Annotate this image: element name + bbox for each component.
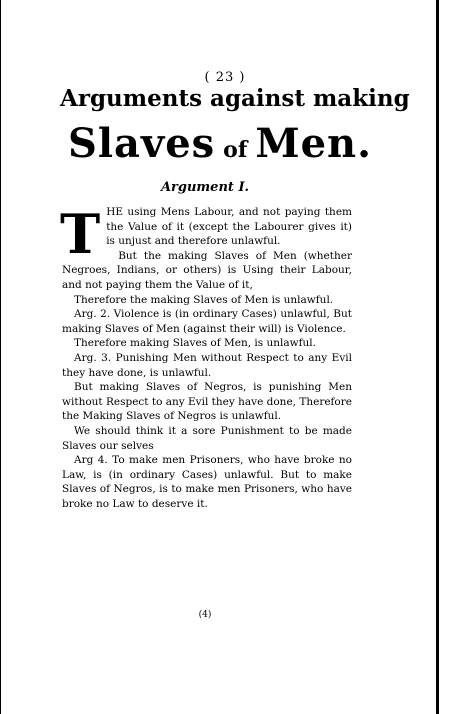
paragraph-6: Arg. 3. Punishing Men without Respect to any Evil they have done, is unlawful. xyxy=(62,351,352,379)
paragraph-8: We should think it a sore Punishment to be made Slaves our selves xyxy=(62,424,352,452)
argument-subhead: Argument I. xyxy=(160,180,250,195)
right-edge-line xyxy=(436,0,439,714)
title-part-of: of xyxy=(223,137,248,163)
paragraph-7: But making Slaves of Negros, is punishing Men without Respect to any Evil they have done, Therefore the Making Slaves of Negros is unlawful. xyxy=(62,381,352,423)
title-part-slaves: Slaves xyxy=(67,120,216,167)
paragraph-9: Arg 4. To make men Prisoners, who have broke no Law, is (in ordinary Cases) unlawful. But to make Slaves of Negros, is to make men Prisoners, who have broke no Law to deserve it. xyxy=(62,454,352,510)
drop-cap: T xyxy=(60,202,101,266)
paragraph-1 xyxy=(60,202,352,266)
title-part-men: Men. xyxy=(255,120,373,167)
page-number: ( 23 ) xyxy=(204,70,246,85)
paragraph-4: Arg. 2. Violence is (in ordinary Cases) unlawful, But making Slaves of Men (against their will) is Violence. xyxy=(62,308,352,335)
signature-mark: (4) xyxy=(198,610,212,620)
paragraph-5: Therefore making Slaves of Men, is unlawful. xyxy=(74,337,316,350)
paragraph-3: Therefore the making Slaves of Men is unlawful. xyxy=(74,293,334,306)
paragraph-2: But the making Slaves of Men (whether Negroes, Indians, or others) is Using their Labour, and not paying them the Value of it, xyxy=(62,249,352,291)
paragraph-1-text: HE using Mens Labour, and not paying them the Value of it (except the Labourer gives it) is unjust and therefore unlawful. xyxy=(106,206,352,248)
left-edge-line xyxy=(0,0,1,714)
page-title xyxy=(50,120,390,167)
body-text xyxy=(60,202,352,511)
heading: Arguments against making xyxy=(60,85,410,112)
